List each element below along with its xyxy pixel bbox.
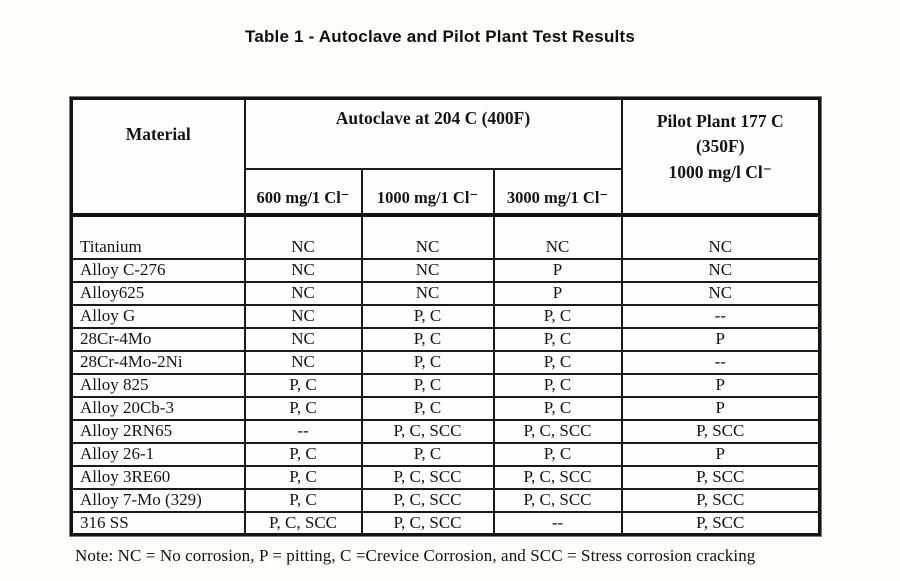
result-cell: P, C bbox=[362, 328, 494, 351]
result-cell: P, C bbox=[245, 489, 362, 512]
table-row bbox=[72, 489, 820, 512]
table-row bbox=[72, 215, 820, 259]
result-cell: NC bbox=[622, 282, 820, 305]
result-cell: P, C bbox=[494, 305, 622, 328]
result-cell: P, C bbox=[245, 466, 362, 489]
table-row bbox=[72, 466, 820, 489]
result-cell: P, C, SCC bbox=[362, 489, 494, 512]
material-cell: Alloy C-276 bbox=[72, 259, 245, 282]
result-cell: NC bbox=[622, 259, 820, 282]
material-cell: Alloy 825 bbox=[72, 374, 245, 397]
result-cell: P, SCC bbox=[622, 420, 820, 443]
header-autoclave-group: Autoclave at 204 C (400F) bbox=[245, 99, 622, 169]
pilot-plant-line-3: 1000 mg/l Cl⁻ bbox=[668, 161, 773, 182]
pilot-plant-line-1: Pilot Plant 177 C bbox=[656, 111, 784, 131]
result-cell: P, C bbox=[245, 374, 362, 397]
result-cell: P, C bbox=[494, 351, 622, 374]
header-chloride-1000: 1000 mg/1 Cl⁻ bbox=[362, 169, 494, 215]
table-row bbox=[72, 282, 820, 305]
result-cell: P bbox=[494, 282, 622, 305]
result-cell: P bbox=[494, 259, 622, 282]
result-cell: NC bbox=[245, 282, 362, 305]
material-cell: Alloy625 bbox=[72, 282, 245, 305]
result-cell: -- bbox=[622, 305, 820, 328]
result-cell: NC bbox=[494, 215, 622, 259]
result-cell: P, C, SCC bbox=[362, 420, 494, 443]
table-row bbox=[72, 328, 820, 351]
result-cell: P, C bbox=[494, 374, 622, 397]
footnote: Note: NC = No corrosion, P = pitting, C =Crevice Corrosion, and SCC = Stress corrosion cracking bbox=[75, 546, 756, 565]
result-cell: P bbox=[622, 397, 820, 420]
result-cell: P, C, SCC bbox=[494, 466, 622, 489]
material-cell: Alloy 20Cb-3 bbox=[72, 397, 245, 420]
result-cell: NC bbox=[245, 215, 362, 259]
result-cell: NC bbox=[622, 215, 820, 259]
result-cell: P, C, SCC bbox=[245, 512, 362, 535]
result-cell: P, C bbox=[362, 443, 494, 466]
header-pilot-plant bbox=[622, 99, 820, 215]
table-row bbox=[72, 259, 820, 282]
result-cell: P, C, SCC bbox=[494, 489, 622, 512]
material-cell: 28Cr-4Mo-2Ni bbox=[72, 351, 245, 374]
header-chloride-3000: 3000 mg/1 Cl⁻ bbox=[494, 169, 622, 215]
result-cell: P bbox=[622, 374, 820, 397]
result-cell: P, SCC bbox=[622, 489, 820, 512]
result-cell: P, C bbox=[494, 328, 622, 351]
material-cell: 316 SS bbox=[72, 512, 245, 535]
result-cell: P, C, SCC bbox=[494, 420, 622, 443]
result-cell: -- bbox=[494, 512, 622, 535]
results-table-body bbox=[72, 215, 820, 535]
material-cell: Alloy G bbox=[72, 305, 245, 328]
result-cell: NC bbox=[245, 259, 362, 282]
result-cell: -- bbox=[622, 351, 820, 374]
material-cell: Titanium bbox=[72, 215, 245, 259]
table-row bbox=[72, 351, 820, 374]
table-row bbox=[72, 374, 820, 397]
header-row-groups bbox=[72, 99, 820, 169]
result-cell: NC bbox=[245, 328, 362, 351]
result-cell: P, C bbox=[362, 374, 494, 397]
result-cell: P, C bbox=[362, 305, 494, 328]
table-title: Table 1 - Autoclave and Pilot Plant Test Results bbox=[245, 27, 635, 46]
result-cell: P, C, SCC bbox=[362, 466, 494, 489]
material-cell: 28Cr-4Mo bbox=[72, 328, 245, 351]
result-cell: P, SCC bbox=[622, 512, 820, 535]
result-cell: P bbox=[622, 328, 820, 351]
pilot-plant-line-2: (350F) bbox=[695, 136, 745, 157]
table-row bbox=[72, 512, 820, 535]
table-row bbox=[72, 397, 820, 420]
result-cell: NC bbox=[245, 351, 362, 374]
header-chloride-600: 600 mg/1 Cl⁻ bbox=[245, 169, 362, 215]
material-cell: Alloy 26-1 bbox=[72, 443, 245, 466]
result-cell: NC bbox=[362, 259, 494, 282]
result-cell: P, C bbox=[494, 443, 622, 466]
result-cell: P, SCC bbox=[622, 466, 820, 489]
result-cell: NC bbox=[362, 282, 494, 305]
table-row bbox=[72, 420, 820, 443]
material-cell: Alloy 2RN65 bbox=[72, 420, 245, 443]
material-cell: Alloy 3RE60 bbox=[72, 466, 245, 489]
result-cell: P bbox=[622, 443, 820, 466]
material-cell: Alloy 7-Mo (329) bbox=[72, 489, 245, 512]
result-cell: P, C bbox=[362, 351, 494, 374]
result-cell: NC bbox=[245, 305, 362, 328]
result-cell: P, C, SCC bbox=[362, 512, 494, 535]
result-cell: NC bbox=[362, 215, 494, 259]
result-cell: -- bbox=[245, 420, 362, 443]
result-cell: P, C bbox=[362, 397, 494, 420]
table-row bbox=[72, 443, 820, 466]
result-cell: P, C bbox=[494, 397, 622, 420]
result-cell: P, C bbox=[245, 397, 362, 420]
table-row bbox=[72, 305, 820, 328]
result-cell: P, C bbox=[245, 443, 362, 466]
header-material: Material bbox=[72, 99, 245, 215]
results-table bbox=[70, 97, 821, 536]
